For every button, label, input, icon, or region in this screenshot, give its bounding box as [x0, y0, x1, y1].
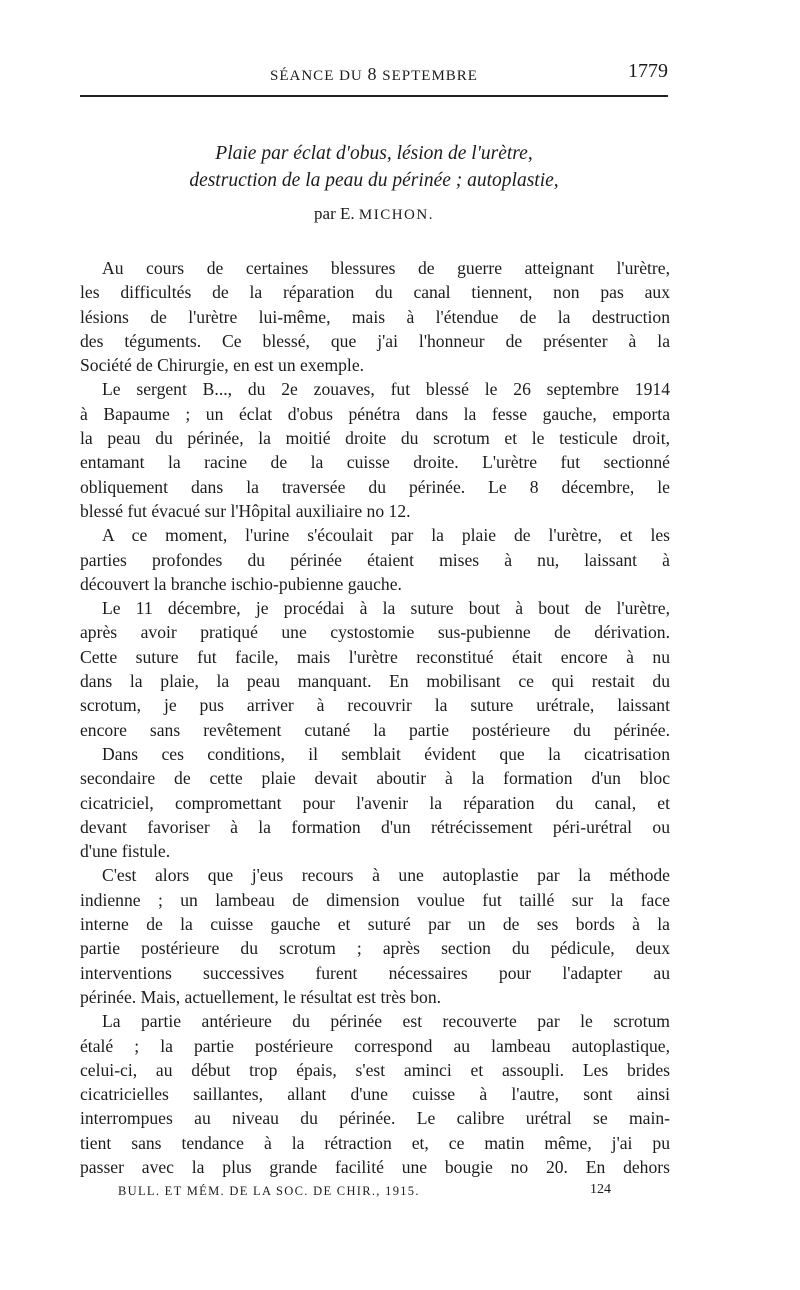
- text-line: périnée. Mais, actuellement, le résultat est très bon.: [80, 986, 442, 1007]
- text-line: cicatricielles saillantes, allant d'une cuisse à l'autre, sont ainsi: [80, 1084, 670, 1105]
- text-line: découvert la branche ischio-pubienne gauche.: [80, 573, 402, 594]
- text-line: des téguments. Ce blessé, que j'ai l'honneur de présenter à la: [80, 330, 670, 351]
- text-line: interne de la cuisse gauche et suturé par un de ses bords à la: [80, 914, 670, 935]
- text-line: indienne ; un lambeau de dimension voulue fut taillé sur la face: [80, 889, 670, 910]
- text-line: Le sergent B..., du 2e zouaves, fut blessé le 26 septembre 1914: [102, 379, 670, 400]
- text-line: obliquement dans la traversée du périnée. Le 8 décembre, le: [80, 476, 670, 497]
- text-line: La partie antérieure du périnée est recouverte par le scrotum: [102, 1011, 670, 1032]
- text-line: partie postérieure du scrotum ; après section du pédicule, deux: [80, 938, 670, 959]
- text-line: dans la plaie, la peau manquant. En mobilisant ce qui restait du: [80, 671, 670, 692]
- running-head-month: SEPTEMBRE: [377, 68, 478, 84]
- title-line-2: destruction de la peau du périnée ; autoplastie,: [189, 170, 559, 191]
- text-line: scrotum, je pus arriver à recouvrir la suture urétrale, laissant: [80, 695, 670, 716]
- running-head-prefix: SÉANCE DU: [270, 68, 368, 84]
- text-line: à Bapaume ; un éclat d'obus pénétra dans la fesse gauche, emporta: [80, 403, 670, 424]
- running-head: [80, 64, 668, 85]
- text-line: passer avec la plus grande facilité une bougie no 20. En dehors: [80, 1156, 670, 1177]
- text-line: interrompues au niveau du périnée. Le calibre urétral se main-: [80, 1108, 670, 1129]
- text-line: interventions successives furent nécessaires pour l'adapter au: [80, 962, 670, 983]
- title-line-1: Plaie par éclat d'obus, lésion de l'urètre,: [215, 143, 533, 164]
- text-line: Société de Chirurgie, en est un exemple.: [80, 355, 365, 376]
- text-line: C'est alors que j'eus recours à une autoplastie par la méthode: [102, 865, 670, 886]
- text-line: secondaire de cette plaie devait aboutir à la formation d'un bloc: [80, 768, 670, 789]
- signature-mark: 124: [590, 1182, 611, 1197]
- running-head-date: 8: [367, 64, 378, 84]
- text-line: lésions de l'urètre lui-même, mais à l'étendue de la destruction: [80, 306, 670, 327]
- page-number: 1779: [628, 60, 668, 82]
- text-line: étalé ; la partie postérieure correspond au lambeau autoplastique,: [80, 1035, 670, 1056]
- text-line: encore sans revêtement cutané la partie postérieure du périnée.: [80, 719, 670, 740]
- text-line: parties profondes du périnée étaient mises à nu, laissant à: [80, 549, 670, 570]
- text-line: blessé fut évacué sur l'Hôpital auxiliaire no 12.: [80, 500, 411, 521]
- text-line: celui-ci, au début trop épais, s'est aminci et assoupli. Les brides: [80, 1059, 670, 1080]
- text-line: Dans ces conditions, il semblait évident que la cicatrisation: [102, 743, 670, 764]
- text-line: devant favoriser à la formation d'un rétrécissement péri-urétral ou: [80, 816, 670, 837]
- text-line: la peau du périnée, la moitié droite du scrotum et le testicule droit,: [80, 428, 670, 449]
- author-name: MICHON.: [358, 207, 434, 223]
- text-line: Le 11 décembre, je procédai à la suture bout à bout de l'urètre,: [102, 598, 670, 619]
- byline-par: par E.: [314, 204, 359, 223]
- text-line: cicatriciel, compromettant pour l'avenir la réparation du canal, et: [80, 792, 670, 813]
- text-line: A ce moment, l'urine s'écoulait par la plaie de l'urètre, et les: [102, 525, 670, 546]
- text-line: Au cours de certaines blessures de guerre atteignant l'urètre,: [102, 258, 670, 278]
- byline: [80, 204, 668, 224]
- text-line: les difficultés de la réparation du canal tiennent, non pas aux: [80, 282, 670, 303]
- text-line: d'une fistule.: [80, 841, 171, 862]
- text-line: entamant la racine de la cuisse droite. L'urètre fut sectionné: [80, 452, 670, 473]
- text-line: Cette suture fut facile, mais l'urètre reconstitué était encore à nu: [80, 646, 670, 667]
- article-title: [80, 140, 668, 194]
- page-header: [80, 58, 668, 90]
- body-text: [80, 256, 670, 1179]
- header-rule: [80, 95, 668, 97]
- page-footer: BULL. ET MÉM. DE LA SOC. DE CHIR., 1915.: [118, 1184, 420, 1198]
- text-line: tient sans tendance à la rétraction et, ce matin même, j'ai pu: [80, 1132, 670, 1153]
- text-line: après avoir pratiqué une cystostomie sus-pubienne de dérivation.: [80, 622, 670, 643]
